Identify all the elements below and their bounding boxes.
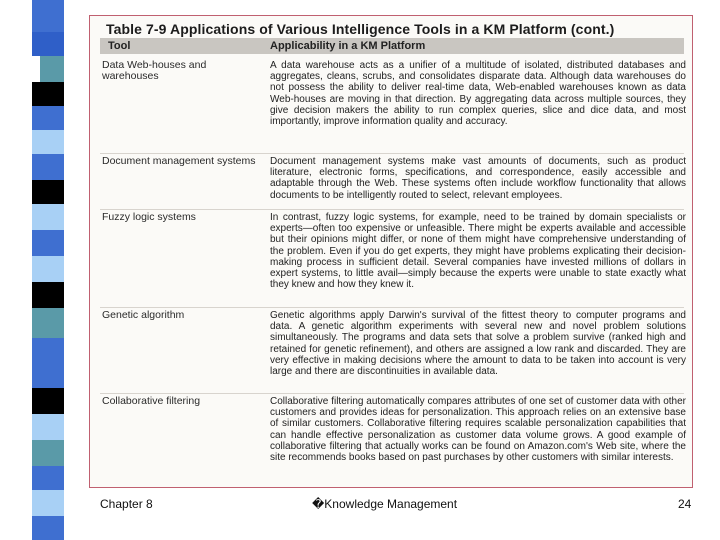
table-row [100, 60, 684, 152]
scanned-table-page [89, 15, 693, 488]
footer-title: �Knowledge Management [312, 497, 458, 511]
row-tool: Fuzzy logic systems [102, 211, 196, 223]
header-applicability: Applicability in a KM Platform [270, 40, 426, 52]
strip-block [32, 308, 64, 338]
strip-block [32, 338, 64, 362]
strip-block [32, 388, 64, 414]
strip-block [32, 490, 64, 516]
strip-block [32, 130, 64, 154]
row-description: Genetic algorithms apply Darwin's survival of the fittest theory to computer programs and data. A genetic algorithm experiments with several new and novel problem solutions simultaneously. The programs and data sets that solve a problem survive (ranked high and retained for genetic refinement), and others are assigned a low rank and discarded. They are very effective in making decisions where the amount to data to be taken into account is very large and there are discontinuities in available data. [270, 310, 686, 378]
row-description: In contrast, fuzzy logic systems, for example, need to be trained by domain specialists or experts—often too expensive or unfeasible. There might be experts available and accessible but their opinions might differ, or none of them might have comprehensive understanding of the problem. Even if you do get experts, they might have problems explicating their decision-making process in sufficient detail. Several companies have invested millions of dollars in expert systems, to little avail—simply because the experts were unable to state exactly what they knew and how they knew it. [270, 212, 686, 291]
row-divider [100, 209, 684, 210]
row-description: Document management systems make vast amounts of documents, such as product literature, electronic forms, specifications, and correspondence, easily accessible and adaptable through the Web. These systems often include workflow functionality that allows documents to be intelligently routed to select, relevant employees. [270, 156, 686, 201]
row-tool: Collaborative filtering [102, 395, 201, 407]
table-row [100, 310, 684, 390]
strip-block [32, 106, 64, 130]
strip-block [32, 82, 64, 106]
row-tool: Data Web-houses and warehouses [102, 59, 207, 82]
strip-block [32, 32, 64, 56]
table-row [100, 396, 684, 484]
strip-block [32, 516, 64, 540]
footer-chapter: Chapter 8 [100, 497, 153, 511]
header-tool: Tool [108, 40, 131, 52]
table-row [100, 156, 684, 206]
strip-block [32, 466, 64, 490]
strip-block [32, 414, 64, 440]
strip-block [32, 256, 64, 282]
strip-block [32, 440, 64, 466]
row-tool: Genetic algorithm [102, 309, 185, 321]
row-divider [100, 393, 684, 394]
strip-block [32, 230, 64, 256]
row-divider [100, 153, 684, 154]
strip-block [32, 154, 64, 180]
row-description: Collaborative filtering automatically compares attributes of one set of customer data with other customers and provides ideas for personalization. This approach relies on an extensive base of similar customers. Collaborative filtering requires scalable personalization capabilities that can handle effective personalization as customer data volume grows. A good example of collaborative filtering that actually works can be found on Amazon.com's Web site, where the site recommends books based on past purchases by other customers with similar interests. [270, 396, 686, 464]
decorative-block-strip [0, 0, 64, 540]
strip-block [32, 282, 64, 308]
table-header [100, 38, 684, 54]
strip-block [32, 180, 64, 204]
table-title: Table 7-9 Applications of Various Intelligence Tools in a KM Platform (cont.) [106, 21, 615, 37]
strip-block [40, 56, 64, 82]
strip-block [32, 362, 64, 388]
table-row [100, 212, 684, 304]
strip-block [32, 8, 64, 32]
row-description: A data warehouse acts as a unifier of a multitude of isolated, distributed databases and aggregates, cleans, scrubs, and consolidates disparate data. Although data warehouses do not possess the ability to deliver real-time data, Web-enabled warehouses known as data Web-houses are moving in that direction. By aggregating data across multiple sources, they give decision makers the ability to run complex queries, slice and dice data, and most importantly, improve information quality and accuracy. [270, 60, 686, 128]
row-divider [100, 307, 684, 308]
row-tool: Document management systems [102, 155, 256, 167]
strip-block [32, 204, 64, 230]
footer-page-number: 24 [678, 497, 692, 511]
